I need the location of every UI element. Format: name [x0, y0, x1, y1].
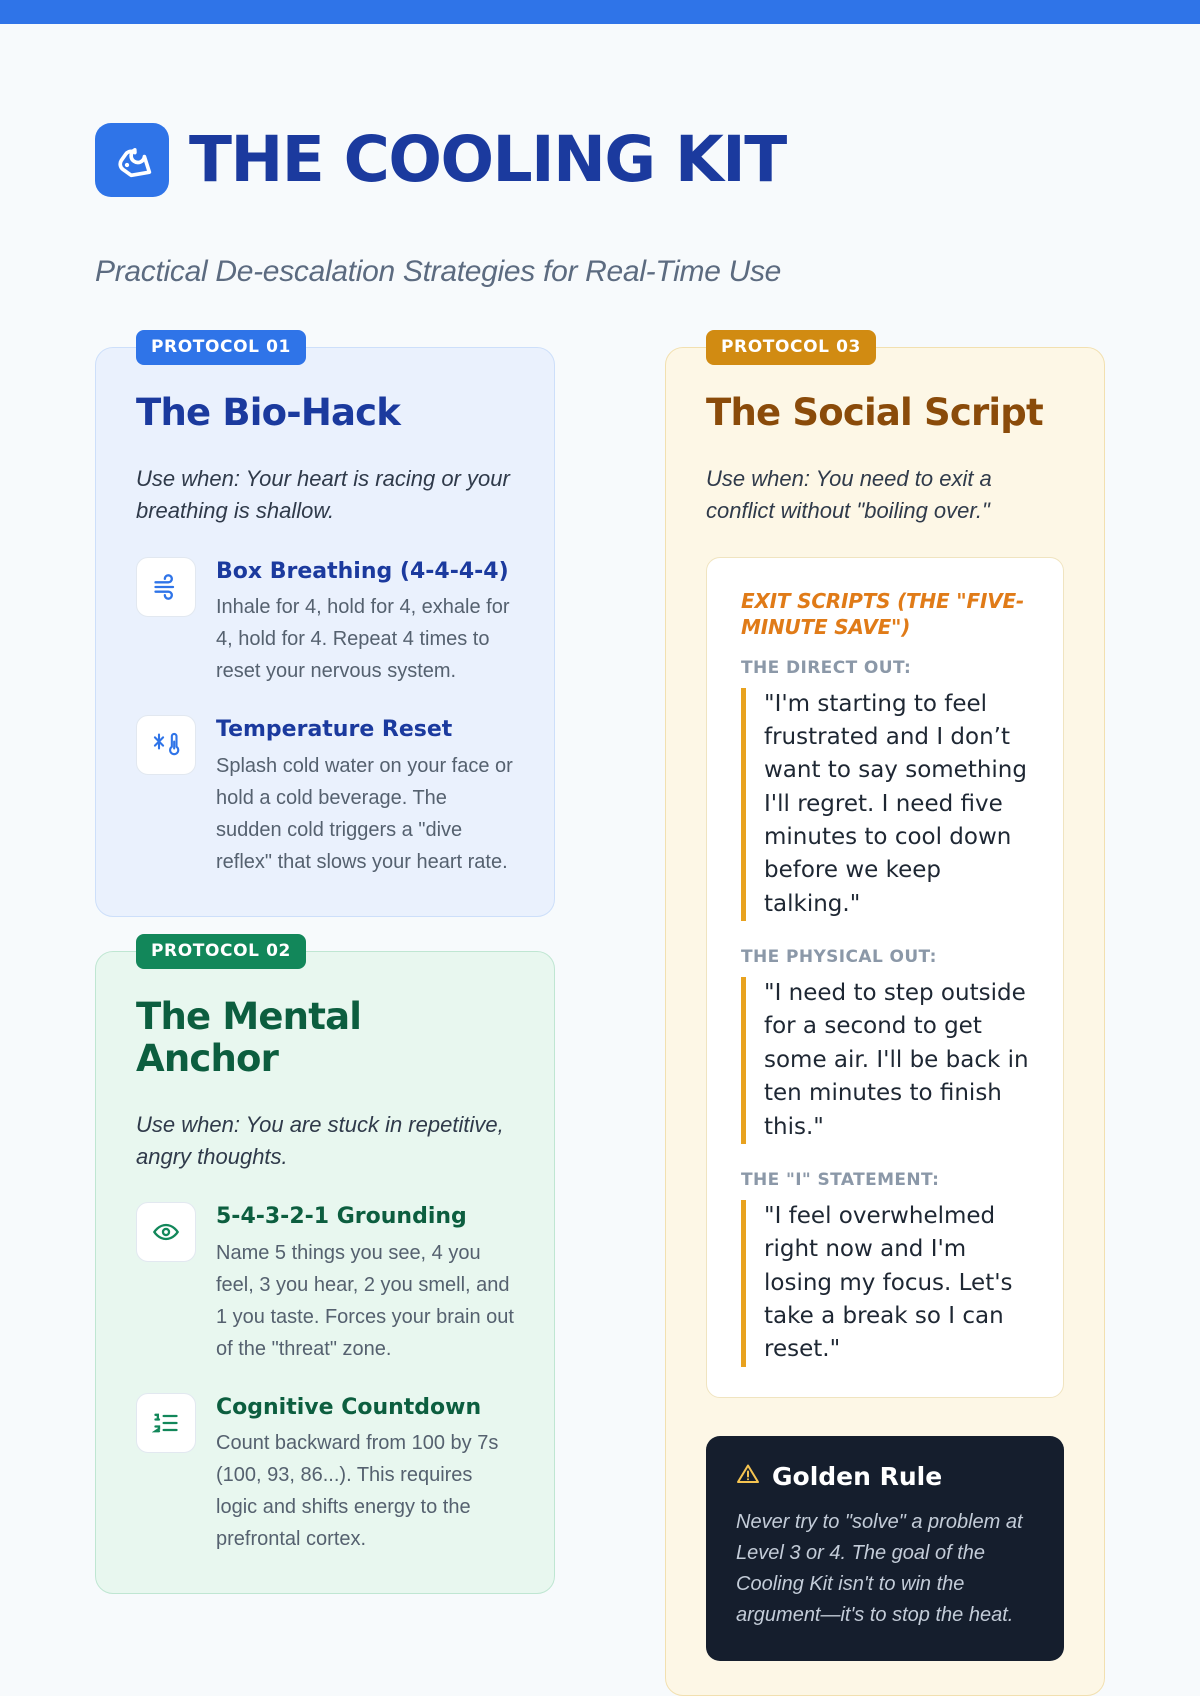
script-quote: "I'm starting to feel frustrated and I don’t want to say something I'll regret. I need five minutes to cool down before we keep talking."	[741, 688, 1035, 921]
script-quote: "I need to step outside for a second to get some air. I'll be back in ten minutes to finish this."	[741, 977, 1035, 1144]
exit-scripts-heading: EXIT SCRIPTS (THE "FIVE-MINUTE SAVE")	[741, 588, 1025, 639]
protocol-use-when: Use when: You need to exit a conflict without "boiling over."	[706, 465, 992, 523]
script-quote: "I feel overwhelmed right now and I'm losing my focus. Let's take a break so I can reset."	[741, 1200, 1035, 1367]
list-item-desc: Name 5 things you see, 4 you feel, 3 you hear, 2 you smell, and 1 you taste. Forces your brain out of the "threat" zone.	[216, 1241, 514, 1360]
list-item-body	[216, 715, 514, 877]
list-item	[136, 1202, 514, 1364]
list-item	[136, 557, 514, 687]
protocol-title: The Mental Anchor	[136, 994, 362, 1081]
page-subtitle: Practical De-escalation Strategies for Real-Time Use	[95, 255, 782, 289]
ordered-list-icon	[136, 1393, 196, 1453]
snowflake-thermometer-icon	[136, 715, 196, 775]
protocol-use-when: Use when: Your heart is racing or your breathing is shallow.	[136, 465, 510, 523]
breathing-waves-icon	[136, 557, 196, 617]
protocol-card-social-script	[665, 337, 1105, 1695]
protocol-title: The Social Script	[706, 391, 1043, 435]
left-column	[95, 337, 555, 1594]
protocol-use-when: Use when: You are stuck in repetitive, angry thoughts.	[136, 1111, 504, 1169]
warning-triangle-icon	[736, 1462, 760, 1491]
list-item-title: Box Breathing (4-4-4-4)	[216, 558, 509, 584]
list-item-title: Temperature Reset	[216, 717, 453, 743]
list-item-desc: Count backward from 100 by 7s (100, 93, 86...). This requires logic and shifts energy to the prefrontal cortex.	[216, 1432, 499, 1551]
script-label: THE PHYSICAL OUT:	[741, 947, 937, 968]
list-item-body	[216, 557, 514, 687]
golden-rule-callout	[706, 1436, 1064, 1661]
list-item-desc: Inhale for 4, hold for 4, exhale for 4, hold for 4. Repeat 4 times to reset your nervous system.	[216, 596, 510, 683]
protocol-title: The Bio-Hack	[136, 391, 401, 435]
protocol-tag: PROTOCOL 01	[136, 330, 306, 365]
golden-rule-header	[736, 1462, 1034, 1491]
wrench-icon	[95, 123, 169, 197]
protocol-tag: PROTOCOL 02	[136, 934, 306, 969]
list-item-desc: Splash cold water on your face or hold a cold beverage. The sudden cold triggers a "dive reflex" that slows your heart rate.	[216, 754, 513, 873]
infographic-page	[0, 24, 1200, 1696]
protocol-card-mental-anchor	[95, 940, 555, 1595]
eye-icon	[136, 1202, 196, 1262]
page-title: THE COOLING KIT	[189, 123, 786, 197]
exit-scripts-panel	[706, 557, 1064, 1398]
list-item-body	[216, 1202, 514, 1364]
list-item-title: 5-4-3-2-1 Grounding	[216, 1204, 467, 1230]
golden-rule-title: Golden Rule	[772, 1461, 943, 1491]
script-label: THE DIRECT OUT:	[741, 657, 912, 678]
content-columns	[95, 337, 1105, 1695]
right-column	[665, 337, 1105, 1695]
page-header	[95, 24, 1105, 289]
top-accent-bar	[0, 0, 1200, 24]
script-label: THE "I" STATEMENT:	[741, 1169, 940, 1190]
title-row	[95, 86, 1105, 233]
golden-rule-text: Never try to "solve" a problem at Level 3 or 4. The goal of the Cooling Kit isn't to win the argument—it's to stop the heat.	[736, 1510, 1023, 1626]
list-item-body	[216, 1393, 514, 1555]
protocol-card-bio-hack	[95, 337, 555, 916]
list-item-title: Cognitive Countdown	[216, 1394, 482, 1420]
list-item	[136, 715, 514, 877]
list-item	[136, 1393, 514, 1555]
protocol-tag: PROTOCOL 03	[706, 330, 876, 365]
